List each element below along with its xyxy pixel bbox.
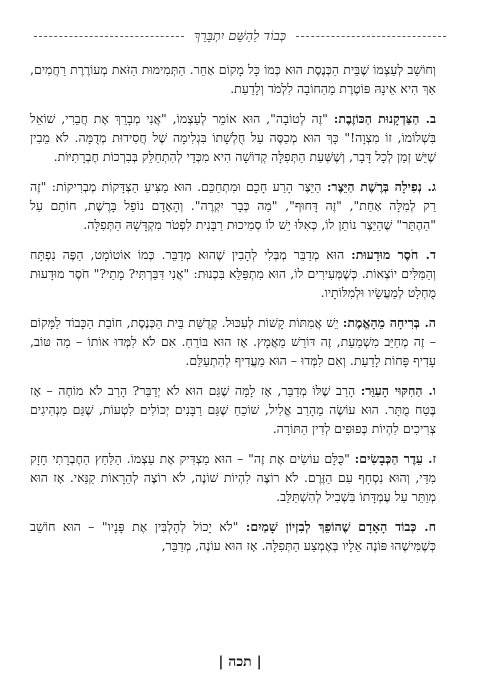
section-text: "זֶה לְטוֹבָה", הוּא אוֹמֵר לְעַצְמוֹ, "אֲנִי מְבָרֵךְ אֶת חֲבֵרִי, שׁוֹאֵל בִּשְׁלוֹמוֹ, זוֹ מִצְוָה!" כָּךְ הוּא מְכַסֶּה עַל חֻלְשָׁתוֹ בִּגְלִימָה שֶׁל חֲסִידוּת מְדֻמָּה. לֹא מֵבִין שֶׁיֵּשׁ זְמַן לְכָל דָּבָר, וְשֶׁשְּׁעַת הַתְּפִלָּה קְדוֹשָׁה הִיא מִכְּדֵי לְהִתְחַלֵּק בְּבִרְכוֹת חֶבְרָתִיּוֹת. — [30, 111, 436, 164]
section-text: הוּא מְדַבֵּר מְבְּלִי לְהָבִין שֶׁהוּא מְדַבֵּר. כְּמוֹ אוֹטוֹמָט, הַפֶּה נִפְתָּח וְהַמִּלִּים יוֹצְאוֹת. כְּשֶׁמְּעִירִים לוֹ, הוּא מִתְפַּלֵּא בִּכְנוּת: "אֲנִי דִּבַּרְתִּי? מָתַי?" חֹסֶר מוּדָעוּת מֻחְלָט לְמַעֲשָׂיו וּלְמִלּוֹתָיו. — [30, 247, 436, 300]
section-heading: ב. הַצַּדְקָנוּת הַכּוֹזֶבֶת: — [333, 111, 436, 126]
section-h — [30, 313, 436, 370]
section-heading: ח. כְּבוֹד הָאָדָם שֶׁהוֹפֵךְ לְבִזְיוֹן שָׁמַיִם: — [245, 519, 437, 534]
section-heading: ג. נְפִילָה בְּרֶשֶׁת הַיֵּצֶר: — [326, 179, 436, 194]
intro-paragraph: וְחוֹשֵׁב לְעַצְמוֹ שֶׁבֵּית הַכְּנֶסֶת הוּא כְּמוֹ כָּל מָקוֹם אַחֵר. הַתְּמִימוּת הַזֹּאת מְעוֹרֶרֶת רַחֲמִים, אַךְ הִיא אֵינָהּ פּוֹטֶרֶת מֵהַחוֹבָה לִלְמֹד וְלָדַעַת. — [30, 62, 436, 96]
page-number: | תכה | — [218, 654, 262, 670]
section-text: הַיֵּצֶר הָרַע חָכָם וּמִתְחַכֵּם. הוּא מַצִּיעַ הַצְדָּקוֹת מְבְרִיקוֹת: "זֶה רַק לְמִלָּה אַחַת", "זֶה דָּחוּף", "מַה כְּבָר יִקְרֶה". וְהָאָדָם נוֹפֵל בָּרֶשֶׁת, חוֹתֵם עַל "הַהֶתֵּר" שֶׁהַיֵּצֶר נוֹתֵן לוֹ, כְּאִלּוּ יֵשׁ לוֹ סְמִיכוּת רַבָּנִית לִפְטֹר מִקְדָּשָׁהּ הַתְּפִלָּה. — [30, 179, 436, 232]
running-title: כְּבוֹד לַהַשֵּׁם יִתְבָּרֵךְ — [193, 29, 287, 44]
section-ch — [30, 517, 436, 555]
section-g — [30, 177, 436, 234]
page-body — [30, 60, 436, 643]
running-header — [34, 24, 446, 48]
section-text: "כֻּלָּם עוֹשִׂים אֶת זֶה" – הוּא מַצְדִּיק אֶת עַצְמוֹ. הַלַּחַץ הַחֶבְרָתִי חָזָק מִדַּי, וְהוּא נִסְחָף עִם הַזֶּרֶם. לֹא רוֹצֶה לִהְיוֹת שׁוֹנֶה, לֹא רוֹצֶה לְהֵרָאוֹת קַנַּאי. אָז הוּא מְוַתֵּר עַל עֶמְדָּתוֹ בִּשְׁבִיל לְהִשְׁתַּלֵּב. — [30, 451, 436, 504]
section-text: "לֹא יָכוֹל לְהָלְבִּין אֶת פָּנָיו" – הוּא חוֹשֵׁב כְּשֶׁמִּישֶׁהוּ פּוֹנֶה אֵלָיו בְּאֶמְצַע הַתְּפִלָּה. אָז הוּא עוֹנֶה, מְדַבֵּר, — [30, 519, 436, 553]
section-z — [30, 449, 436, 506]
section-heading: ז. עֵדֶר הַכְּבָשִׂים: — [354, 451, 436, 466]
section-heading: ו. הַחִקּוּי הָעִוֵּר: — [360, 383, 436, 398]
section-text: הָרַב שֶׁלּוֹ מְדַבֵּר, אָז לָמָּה שֶׁגַּם הוּא לֹא יְדַבֵּר? הָרַב לֹא מוֹחֶה – אָז בֶּטַח מֻתָּר. הוּא עוֹשֶׂה מֵהָרַב אֱלִיל, שׁוֹכֵחַ שֶׁגַּם רַבָּנִים יְכוֹלִים לִטְעוֹת, שֶׁגַּם מַנְהִיגִים צְרִיכִים לִהְיוֹת כְּפוּפִים לְדִין הַתּוֹרָה. — [30, 383, 436, 436]
section-d — [30, 245, 436, 302]
header-rule-right — [296, 36, 446, 37]
section-b — [30, 109, 436, 166]
section-text: יֵשׁ אֲמִתּוֹת קָשׁוֹת לְעִכּוּל. קְדֻשַּׁת בֵּית הַכְּנֶסֶת, חוֹבַת הַכָּבוֹד לַמָּקוֹם – זֶה מְחַיֵּב מִשְׁמַעַת, זֶה דּוֹרֵשׁ מַאֲמָץ. אָז הוּא בּוֹרֵחַ. אִם לֹא לִמְּדוּ אוֹתוֹ – מַה טּוֹב, עָדִיף פָּחוֹת לָדַעַת. וְאִם לִמְּדוּ – הוּא מַעֲדִיף לְהִתְעַלֵּם. — [30, 315, 436, 368]
section-v — [30, 381, 436, 438]
header-rule-left — [34, 36, 184, 37]
section-heading: ה. בְּרִיחָה מֵהָאֱמֶת: — [342, 315, 436, 330]
section-heading: ד. חֹסֶר מוּדָעוּת: — [351, 247, 436, 262]
